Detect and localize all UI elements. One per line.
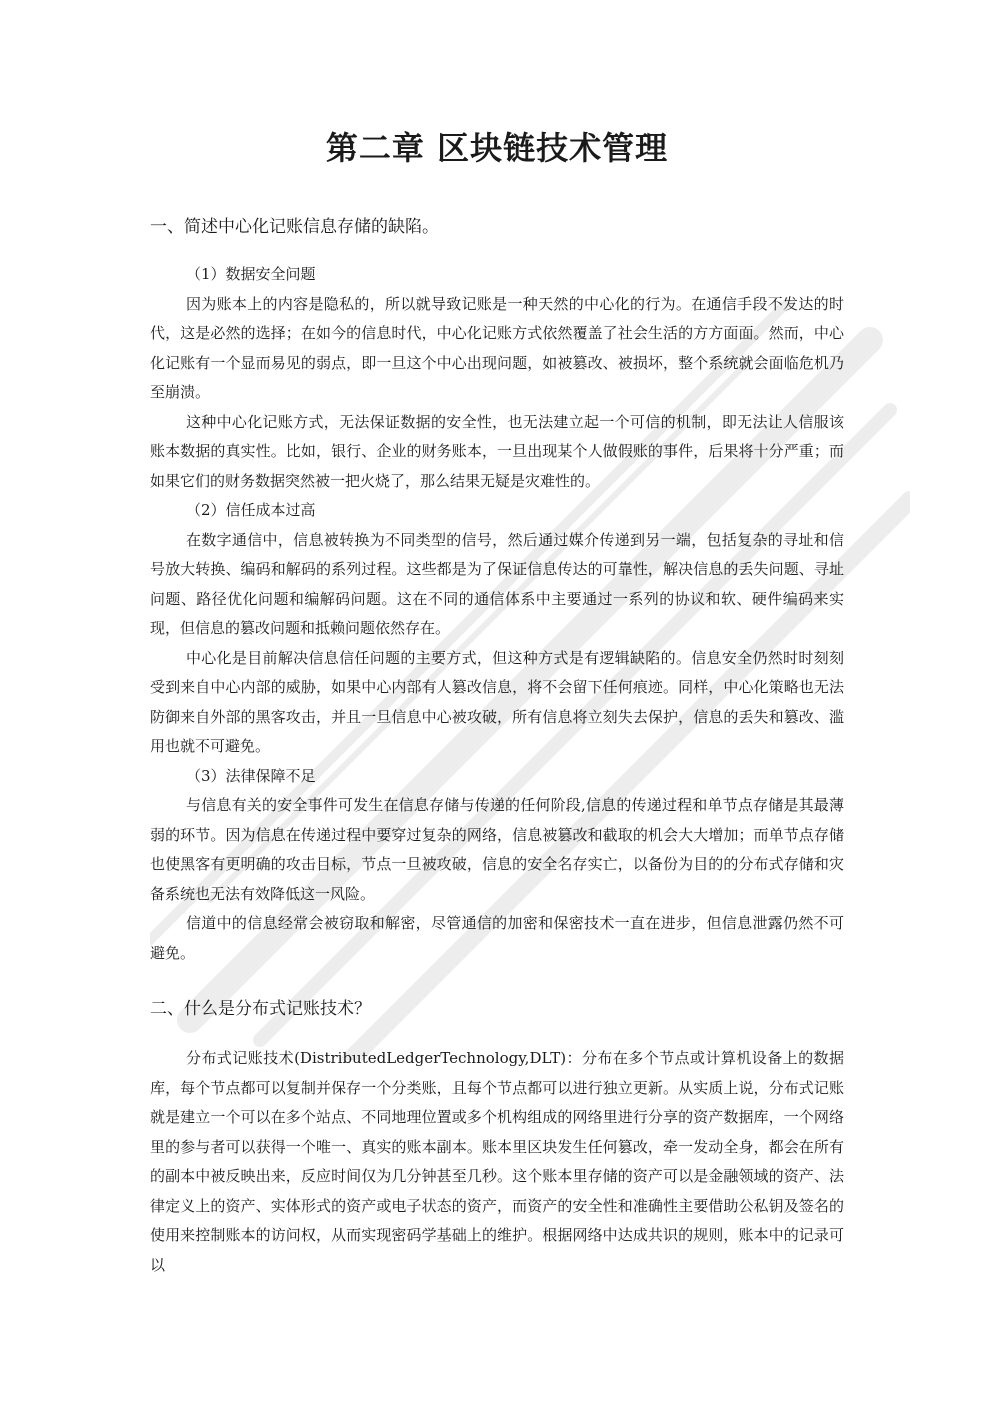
paragraph: 信道中的信息经常会被窃取和解密，尽管通信的加密和保密技术一直在进步，但信息泄露仍然不可避免。 [150, 914, 844, 962]
paragraph: 中心化是目前解决信息信任问题的主要方式，但这种方式是有逻辑缺陷的。信息安全仍然时时刻刻受到来自中心内部的威胁，如果中心内部有人篡改信息，将不会留下任何痕迹。同样，中心化策略也无法防御来自外部的黑客攻击，并且一旦信息中心被攻破，所有信息将立刻失去保护，信息的丢失和篡改、滥用也就不可避免。 [150, 648, 844, 755]
subheading-legal-protection: （3）法律保障不足 [186, 766, 316, 785]
section-heading-1: 一、简述中心化记账信息存储的缺陷。 [150, 217, 439, 237]
subheading-data-security: （1）数据安全问题 [186, 265, 316, 283]
paragraph: 因为账本上的内容是隐私的，所以就导致记账是一种天然的中心化的行为。在通信手段不发达的时代，这是必然的选择；在如今的信息时代，中心化记账方式依然覆盖了社会生活的方方面面。然而，中心化记账有一个显而易见的弱点，即一旦这个中心出现问题，如被篡改、被损坏，整个系统就会面临危机乃至崩溃。 [150, 294, 844, 401]
subheading-trust-cost: （2）信任成本过高 [186, 501, 316, 519]
paragraph: 分布式记账技术(DistributedLedgerTechnology,DLT)：分布在多个节点或计算机设备上的数据库，每个节点都可以复制并保存一个分类账，且每个节点都可以进行独立更新。从实质上说，分布式记账就是建立一个可以在多个站点、不同地理位置或多个机构组成的网络里进行分享的资产数据库，一个网络里的参与者可以获得一个唯一、真实的账本副本。账本里区块发生任何篡改，牵一发动全身，都会在所有的副本中被反映出来，反应时间仅为几分钟甚至几秒。这个账本里存储的资产可以是金融领域的资产、法律定义上的资产、实体形式的资产或电子状态的资产，而资产的安全性和准确性主要借助公私钥及签名的使用来控制账本的访问权，从而实现密码学基础上的维护。根据网络中达成共识的规则，账本中的记录可以 [150, 1049, 844, 1274]
paragraph: 这种中心化记账方式，无法保证数据的安全性，也无法建立起一个可信的机制，即无法让人信服该账本数据的真实性。比如，银行、企业的财务账本，一旦出现某个人做假账的事件，后果将十分严重；而如果它们的财务数据突然被一把火烧了，那么结果无疑是灾难性的。 [150, 412, 844, 490]
section-heading-2: 二、什么是分布式记账技术？ [150, 999, 371, 1019]
page-content [150, 118, 844, 1280]
paragraph: 与信息有关的安全事件可发生在信息存储与传递的任何阶段,信息的传递过程和单节点存储是其最薄弱的环节。因为信息在传递过程中要穿过复杂的网络，信息被篡改和截取的机会大大增加；而单节点存储也使黑客有更明确的攻击目标，节点一旦被攻破，信息的安全名存实亡，以备份为目的的分布式存储和灾备系统也无法有效降低这一风险。 [150, 796, 844, 903]
chapter-title: 第二章 区块链技术管理 [325, 129, 669, 167]
paragraph: 在数字通信中，信息被转换为不同类型的信号，然后通过媒介传递到另一端，包括复杂的寻址和信号放大转换、编码和解码的系列过程。这些都是为了保证信息传达的可靠性，解决信息的丢失问题、寻址问题、路径优化问题和编解码问题。这在不同的通信体系中主要通过一系列的协议和软、硬件编码来实现，但信息的篡改问题和抵赖问题依然存在。 [150, 530, 844, 637]
